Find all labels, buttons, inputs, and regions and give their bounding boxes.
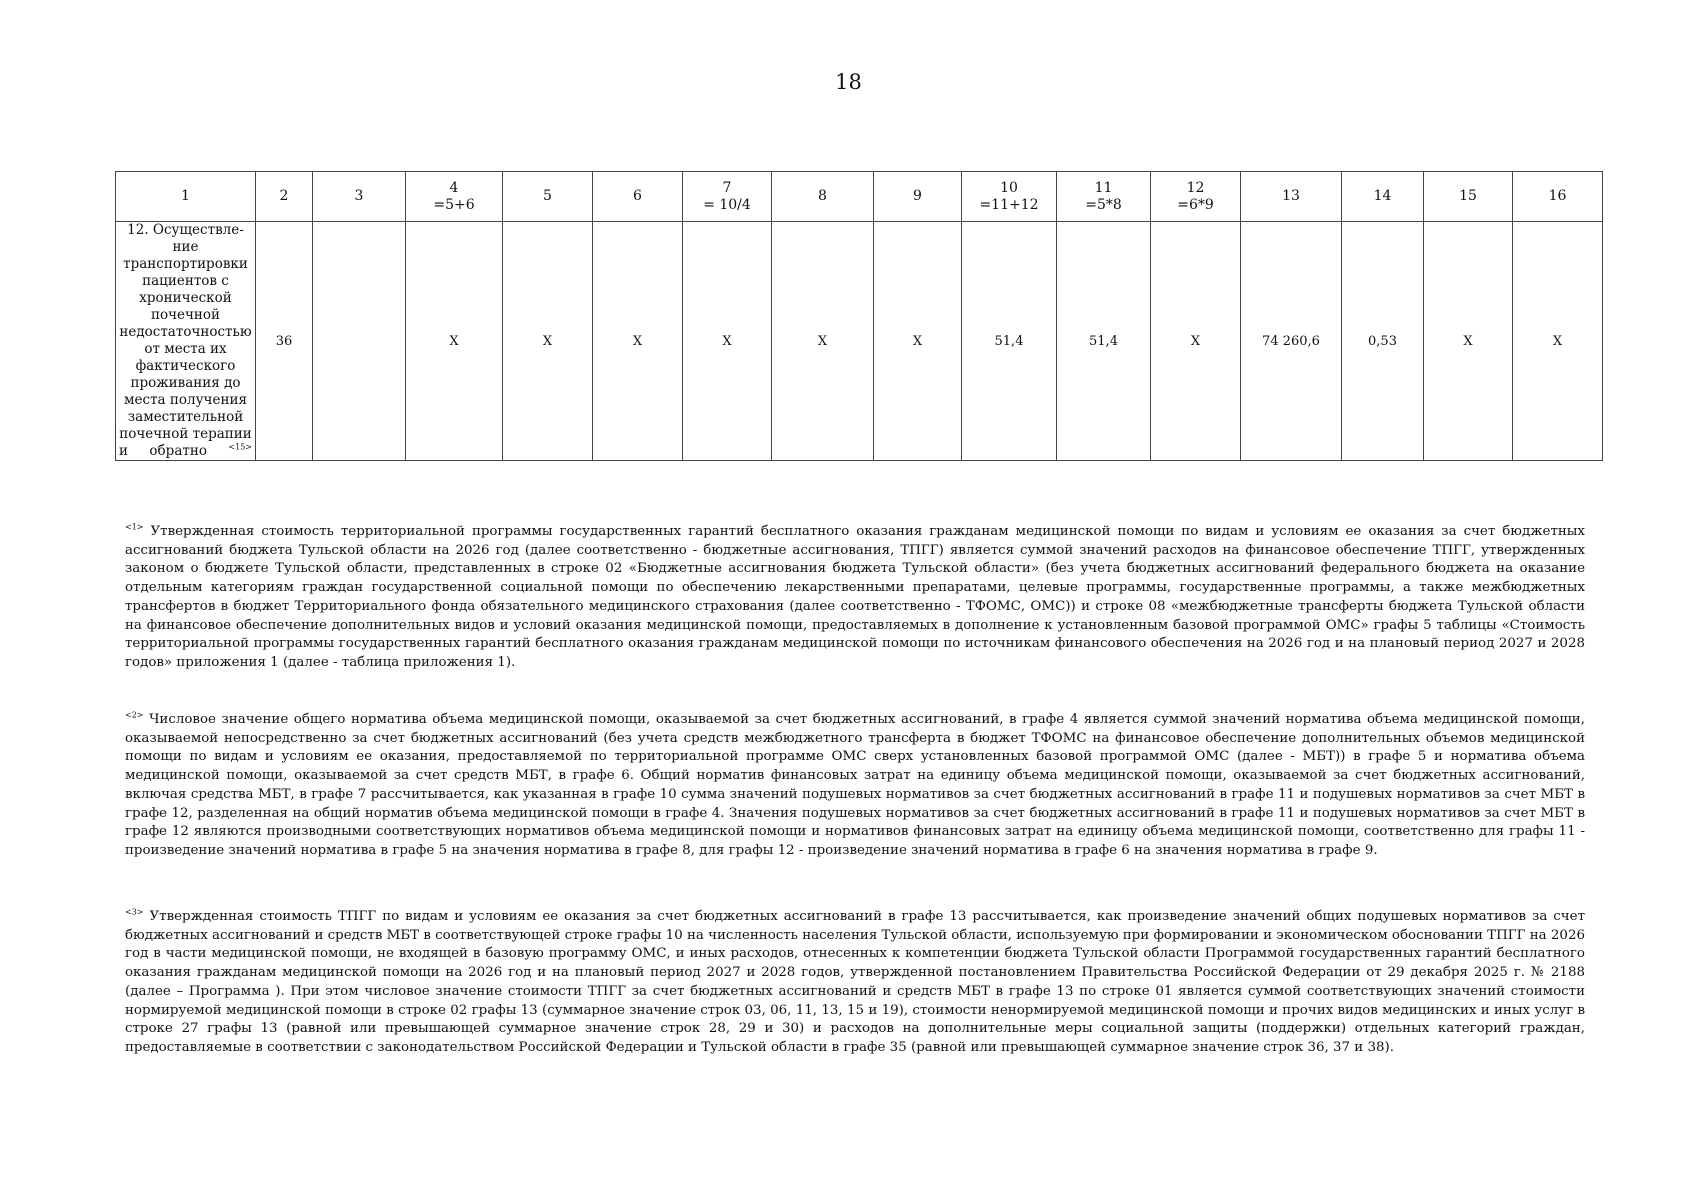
header-cell: [406, 172, 503, 222]
table-cell: 36: [256, 222, 313, 461]
table-cell: X: [874, 222, 962, 461]
header-cell: 9: [874, 172, 962, 222]
footnote-ref: <15>: [228, 442, 252, 452]
header-formula: =11+12: [979, 196, 1039, 213]
header-formula: =6*9: [1177, 196, 1214, 213]
header-formula: =5*8: [1085, 196, 1122, 213]
footnote-2: [125, 711, 1585, 861]
header-cell: [683, 172, 772, 222]
footnote-text: Числовое значение общего норматива объема медицинской помощи, оказываемой за счет бюджетных ассигнований, в графе 4 является суммой значений норматива объема медицинской помощи, оказываемой непосредственно за счет бюджетных ассигнований (без учета средств межбюджетного трансферта в бюджет ТФОМС на финансовое обеспечение дополнительных объемов медицинской помощи по видам и условиям ее оказания, предоставляемой по территориальной программе ОМС сверх установленных базовой программой ОМС (далее - МБТ)) в графе 5 и норматива объема медицинской помощи, оказываемой за счет средств МБТ, в графе 6. Общий норматив финансовых затрат на единицу объема медицинской помощи, оказываемой за счет бюджетных ассигнований, включая средства МБТ, в графе 7 рассчитывается, как указанная в графе 10 сумма значений подушевых нормативов за счет бюджетных ассигнований в графе 11 и подушевых нормативов за счет МБТ в графе 12, разделенная на общий норматив объема медицинской помощи в графе 4. Значения подушевых нормативов за счет бюджетных ассигнований в графе 11 и подушевых нормативов за счет МБТ в графе 12 являются производными соответствующих нормативов объема медицинской помощи и нормативов финансовых затрат на единицу объема медицинской помощи, соответственно для графы 11 - произведение значений норматива в графе 5 на значения норматива в графе 8, для графы 12 - произведение значений норматива в графе 6 на значения норматива в графе 9.: [125, 712, 1585, 858]
table-row: [116, 222, 1603, 461]
header-cell: [1151, 172, 1241, 222]
page-number: 18: [835, 70, 862, 94]
table-cell: X: [406, 222, 503, 461]
table-cell: X: [593, 222, 683, 461]
table-header-row: [116, 172, 1603, 222]
table-cell: 51,4: [962, 222, 1057, 461]
footnote-text: Утвержденная стоимость ТПГГ по видам и условиям ее оказания за счет бюджетных ассигнований в графе 13 рассчитывается, как произведение значений общих подушевых нормативов за счет бюджетных ассигнований и средств МБТ в соответствующей строке графы 10 на численность населения Тульской области, используемую при формировании и экономическом обосновании ТПГГ на 2026 год в части медицинской помощи, не входящей в базовую программу ОМС, и иных расходов, отнесенных к компетенции бюджета Тульской области Программой государственных гарантий бесплатного оказания гражданам медицинской помощи на 2026 год и на плановый период 2027 и 2028 годов, утвержденной постановлением Правительства Российской Федерации от 29 декабря 2025 г. № 2188 (далее – Программа ). При этом числовое значение стоимости ТПГГ за счет бюджетных ассигнований и средств МБТ в графе 13 по строке 01 является суммой соответствующих значений стоимости нормируемой медицинской помощи в строке 02 графы 13 (суммарное значение строк 03, 06, 11, 13, 15 и 19), стоимости ненормируемой медицинской помощи и прочих видов медицинских и иных услуг в строке 27 графы 13 (равной или превышающей суммарное значение строк 28, 29 и 30) и расходов на дополнительные меры социальной защиты (поддержки) отдельных категорий граждан, предоставляемые в соответствии с законодательством Российской Федерации и Тульской области в графе 35 (равной или превышающей суммарное значение строк 36, 37 и 38).: [125, 909, 1585, 1055]
header-cell: 16: [1513, 172, 1603, 222]
header-number: 10: [1000, 179, 1018, 196]
table-cell: X: [1424, 222, 1513, 461]
table-cell: [313, 222, 406, 461]
footnote-mark: <2>: [125, 710, 144, 720]
footnote-text: Утвержденная стоимость территориальной программы государственных гарантий бесплатного оказания гражданам медицинской помощи по видам и условиям ее оказания за счет бюджетных ассигнований бюджета Тульской области на 2026 год (далее соответственно - бюджетные ассигнования, ТПГГ) является суммой значений расходов на финансовое обеспечение ТПГГ, утвержденных законом о бюджете Тульской области, представленных в строке 02 «Бюджетные ассигнования бюджета Тульской области» (без учета бюджетных ассигнований федерального бюджета на оказание отдельным категориям граждан государственной социальной помощи по обеспечению лекарственными препаратами, целевые программы, государственные программы, а также межбюджетных трансфертов в бюджет Территориального фонда обязательного медицинского страхования (далее соответственно - ТФОМС, ОМС)) и строке 08 «межбюджетные трансферты бюджета Тульской области на финансовое обеспечение дополнительных видов и условий оказания медицинской помощи, предоставляемых в дополнение к установленным базовой программой ОМС» графы 5 таблицы «Стоимость территориальной программы государственных гарантий бесплатного оказания гражданам медицинской помощи по источникам финансового обеспечения на 2026 год и на плановый период 2027 и 2028 годов» приложения 1 (далее - таблица приложения 1).: [125, 524, 1585, 670]
footnote-mark: <3>: [125, 907, 144, 917]
header-cell: 14: [1342, 172, 1424, 222]
table-cell: X: [683, 222, 772, 461]
header-cell: 5: [503, 172, 593, 222]
footnote-3: [125, 908, 1585, 1058]
table-cell: X: [503, 222, 593, 461]
footnote-1: [125, 523, 1585, 673]
header-cell: 6: [593, 172, 683, 222]
data-table: [115, 171, 1603, 461]
table-cell: 51,4: [1057, 222, 1151, 461]
header-number: 4: [449, 179, 459, 196]
header-cell: [962, 172, 1057, 222]
header-number: 12: [1186, 179, 1205, 196]
table-cell: X: [1151, 222, 1241, 461]
header-formula: = 10/4: [703, 196, 751, 213]
table-cell: X: [1513, 222, 1603, 461]
header-cell: 8: [772, 172, 874, 222]
table-cell: X: [772, 222, 874, 461]
row-label: 12. Осуществле-ние транспортировки пациентов с хронической почечной недостаточностью от места их фактического проживания до места получения заместительной почечной терапии и обратно: [119, 222, 252, 459]
header-cell: 1: [116, 172, 256, 222]
header-cell: 3: [313, 172, 406, 222]
table-cell: 74 260,6: [1241, 222, 1342, 461]
header-formula: =5+6: [433, 196, 475, 213]
header-cell: 2: [256, 172, 313, 222]
header-number: 11: [1094, 179, 1113, 196]
table-cell: 0,53: [1342, 222, 1424, 461]
header-cell: 15: [1424, 172, 1513, 222]
header-cell: 13: [1241, 172, 1342, 222]
header-number: 7: [722, 179, 732, 196]
header-cell: [1057, 172, 1151, 222]
row-label-cell: [116, 222, 256, 461]
footnote-mark: <1>: [125, 522, 144, 532]
